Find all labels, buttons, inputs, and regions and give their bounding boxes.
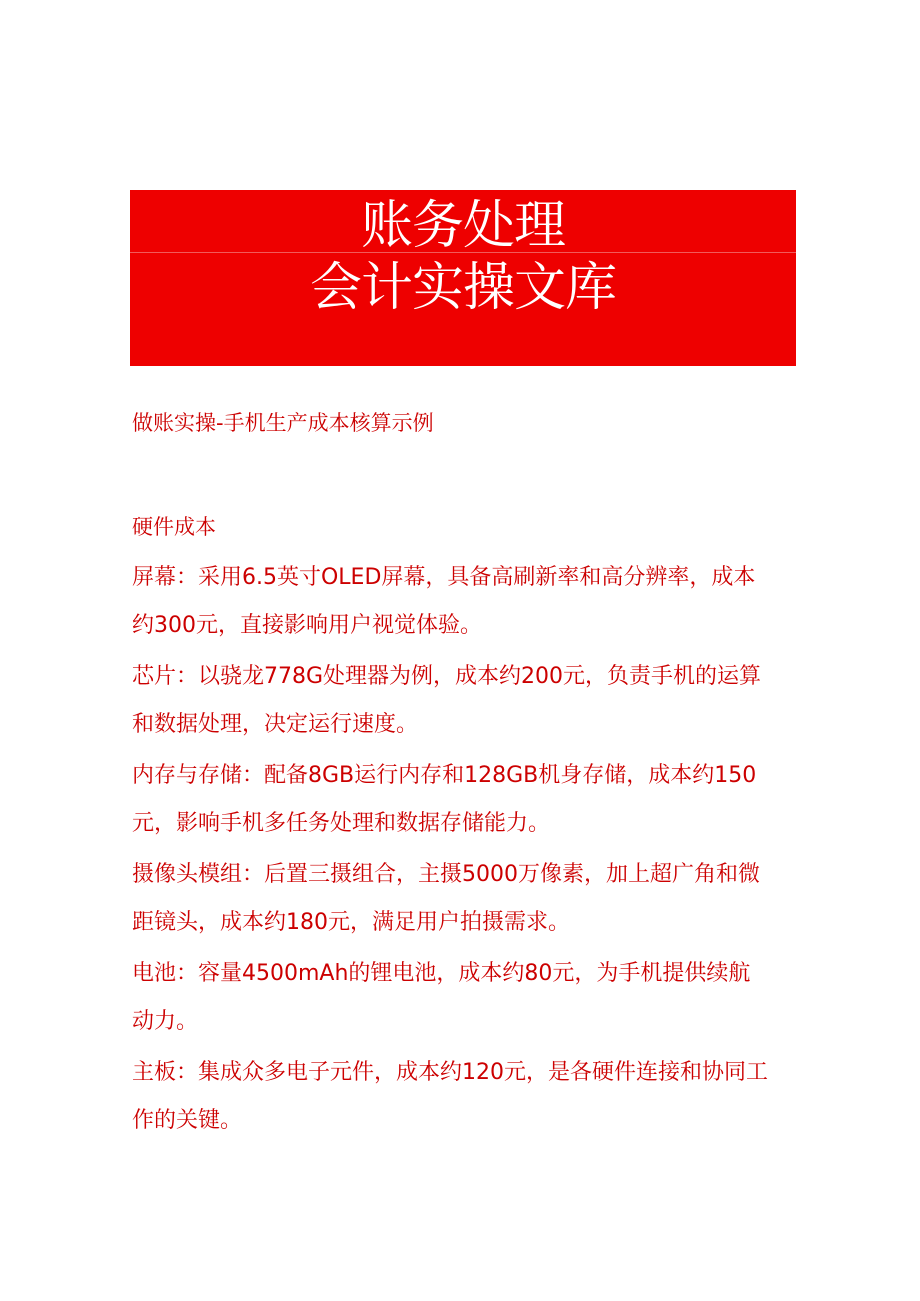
item-battery xyxy=(132,950,794,1046)
item-memory xyxy=(132,752,794,848)
banner-title-line2: 会计实操文库 xyxy=(309,258,616,318)
item-chip xyxy=(132,653,794,749)
item-mainboard-line1: 主板：集成众多电子元件，成本约120元，是各硬件连接和协同工 xyxy=(132,1060,768,1085)
section-heading: 硬件成本 xyxy=(132,515,216,539)
item-battery-line1: 电池：容量4500mAh的锂电池，成本约80元，为手机提供续航 xyxy=(132,961,751,986)
banner-title-line1: 账务处理 xyxy=(360,196,565,256)
item-mainboard xyxy=(132,1049,794,1145)
item-chip-line2: 和数据处理，决定运行速度。 xyxy=(132,712,419,737)
item-mainboard-line2: 作的关键。 xyxy=(132,1108,243,1133)
item-memory-line1: 内存与存储：配备8GB运行内存和128GB机身存储，成本约150 xyxy=(132,763,757,788)
document-title: 做账实操-手机生产成本核算示例 xyxy=(132,411,434,435)
item-battery-line2: 动力。 xyxy=(132,1009,199,1034)
item-screen-line2: 约300元，直接影响用户视觉体验。 xyxy=(132,613,482,638)
item-memory-line2: 元，影响手机多任务处理和数据存储能力。 xyxy=(132,811,551,836)
item-camera-line2: 距镜头，成本约180元，满足用户拍摄需求。 xyxy=(132,910,570,935)
item-screen-line1: 屏幕：采用6.5英寸OLED屏幕，具备高刷新率和高分辨率，成本 xyxy=(132,565,756,590)
item-camera-line1: 摄像头模组：后置三摄组合，主摄5000万像素，加上超广角和微 xyxy=(132,862,760,887)
item-camera xyxy=(132,851,794,947)
item-chip-line1: 芯片：以骁龙778G处理器为例，成本约200元，负责手机的运算 xyxy=(132,664,762,689)
item-screen xyxy=(132,554,794,650)
